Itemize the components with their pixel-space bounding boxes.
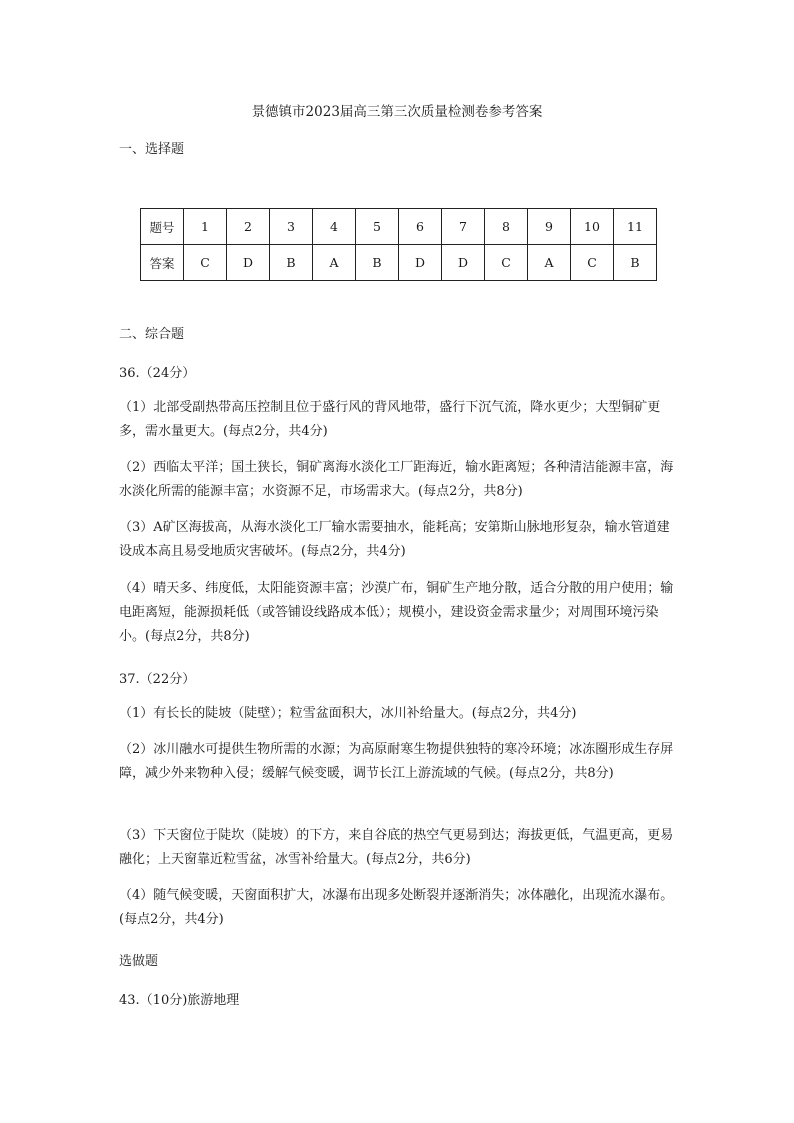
q36-answer-2: （2）西临太平洋；国土狭长，铜矿离海水淡化工厂距海近，输水距离短；各种清洁能源丰富，海水淡化所需的能源丰富；水资源不足，市场需求大。(每点2分，共8分) [119, 460, 674, 499]
table-cell: D [442, 245, 485, 281]
table-cell: B [356, 245, 399, 281]
table-cell: D [227, 245, 270, 281]
q37-heading: 37.（22分） [119, 672, 196, 687]
table-cell: 2 [227, 209, 270, 245]
row-label-answer: 答案 [141, 245, 184, 281]
table-cell: B [614, 245, 657, 281]
table-cell: 6 [399, 209, 442, 245]
table-cell: 1 [184, 209, 227, 245]
q43-heading: 43.（10分)旅游地理 [119, 993, 240, 1008]
table-cell: 7 [442, 209, 485, 245]
table-cell: A [313, 245, 356, 281]
table-cell: 4 [313, 209, 356, 245]
table-cell: C [485, 245, 528, 281]
table-cell: 11 [614, 209, 657, 245]
table-cell: 9 [528, 209, 571, 245]
q37-answer-3: （3）下天窗位于陡坎（陡坡）的下方，来自谷底的热空气更易到达；海拔更低，气温更高，更易融化；上天窗靠近粒雪盆，冰雪补给量大。(每点2分，共6分) [119, 828, 674, 867]
section-choice-heading: 一、选择题 [119, 142, 185, 157]
table-row-answers [141, 245, 657, 281]
q36-answer-1: （1）北部受副热带高压控制且位于盛行风的背风地带，盛行下沉气流，降水更少；大型铜矿更多，需水量更大。(每点2分，共4分) [119, 400, 661, 439]
table-row-numbers [141, 209, 657, 245]
section-optional-heading: 选做题 [119, 954, 159, 969]
table-cell: C [571, 245, 614, 281]
q36-answer-4: （4）晴天多、纬度低，太阳能资源丰富；沙漠广布，铜矿生产地分散，适合分散的用户使用；输电距离短，能源损耗低（或答铺设线路成本低）；规模小，建设资金需求量少；对周围环境污染小。(每点2分，共8分) [119, 581, 674, 644]
page-title: 景德镇市2023届高三第三次质量检测卷参考答案 [251, 104, 543, 120]
answer-table [140, 208, 657, 281]
section-comprehensive-heading: 二、综合题 [119, 327, 185, 342]
q37-answer-4: （4）随气候变暖，天窗面积扩大，冰瀑布出现多处断裂并逐渐消失；冰体融化，出现流水瀑布。(每点2分，共4分) [119, 888, 674, 927]
q37-answer-2: （2）冰川融水可提供生物所需的水源；为高原耐寒生物提供独特的寒冷环境；冰冻圈形成生存屏障，减少外来物种入侵；缓解气候变暖，调节长江上游流域的气候。(每点2分，共8分) [119, 742, 674, 781]
table-cell: 5 [356, 209, 399, 245]
table-cell: 10 [571, 209, 614, 245]
q37-answer-1: （1）有长长的陡坡（陡壁）；粒雪盆面积大，冰川补给量大。(每点2分，共4分) [119, 706, 577, 721]
q36-heading: 36.（24分） [119, 366, 196, 381]
table-cell: 8 [485, 209, 528, 245]
table-cell: 3 [270, 209, 313, 245]
table-cell: B [270, 245, 313, 281]
q36-answer-3: （3）A矿区海拔高，从海水淡化工厂输水需要抽水，能耗高；安第斯山脉地形复杂，输水管道建设成本高且易受地质灾害破坏。(每点2分，共4分) [119, 520, 670, 559]
table-cell: C [184, 245, 227, 281]
row-label-number: 题号 [141, 209, 184, 245]
table-cell: A [528, 245, 571, 281]
table-cell: D [399, 245, 442, 281]
